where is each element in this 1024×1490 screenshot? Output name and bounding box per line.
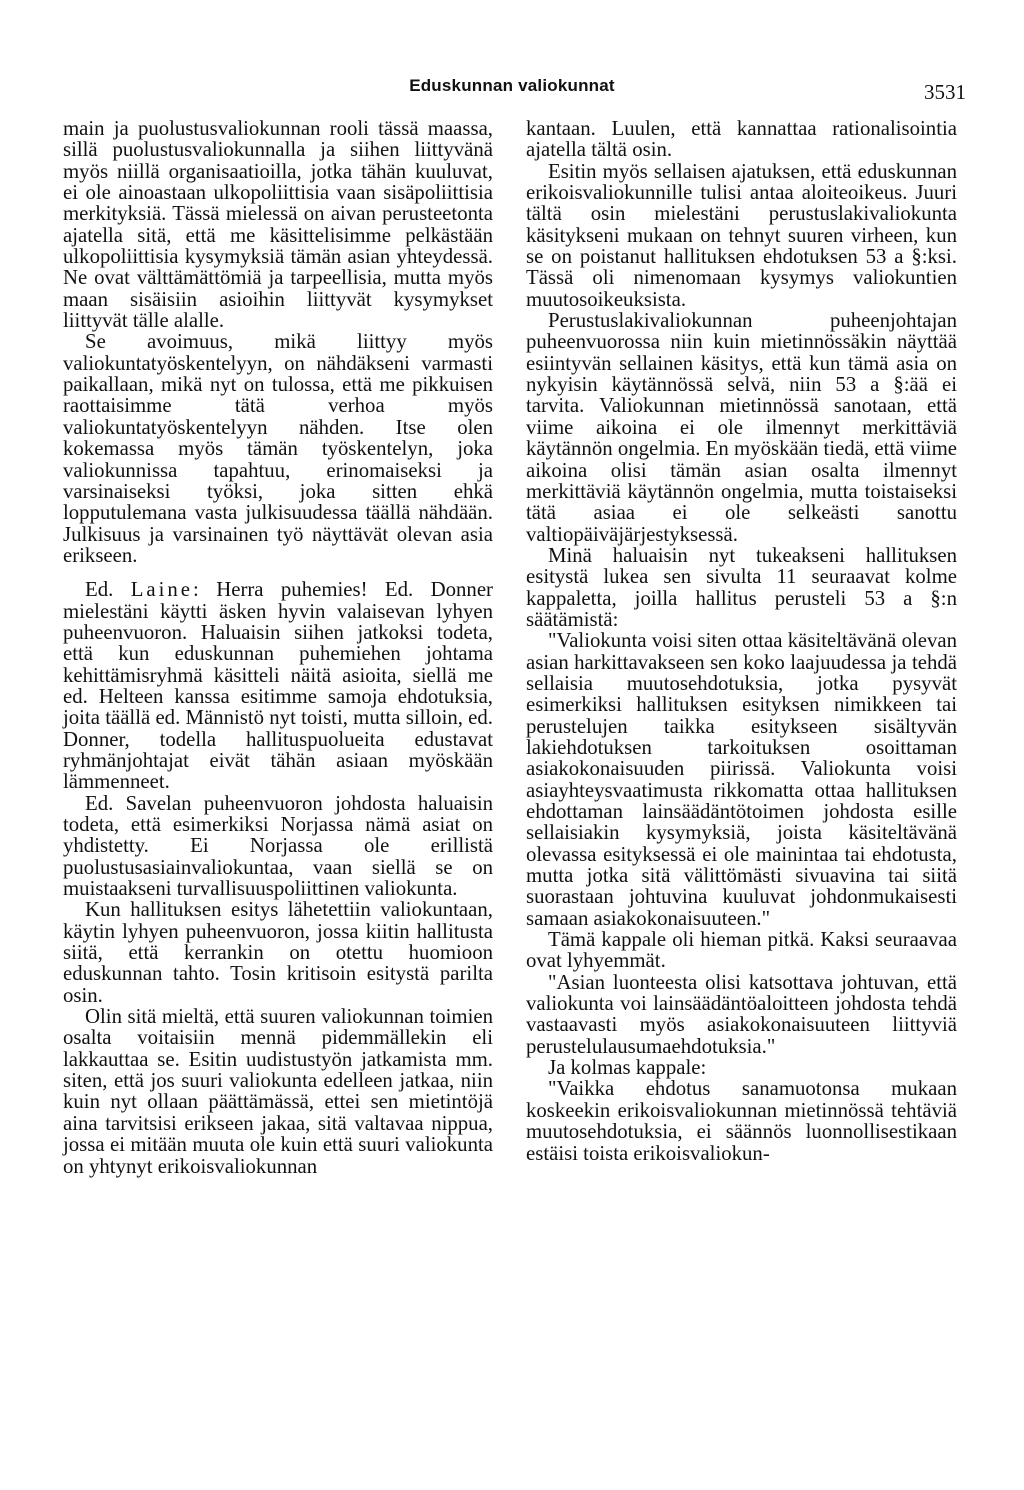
running-title: Eduskunnan valiokunnat	[409, 76, 615, 95]
paragraph: main ja puolustusvaliokunnan rooli tässä maassa, sillä puolustusvaliokunnalla ja siihen liittyvänä myös niillä organisaatioilla, jotka tähän kuuluvat, ei ole ainoastaan ulkopoliittisia vaan sisäpoliittisia merkityksiä. Tässä mielessä on aivan perusteetonta ajatella sitä, että me käsittelisimme pelkästään ulkopoliittisia kysymyksiä tämän asian yhteydessä. Ne ovat välttämättömiä ja tarpeellisia, mutta myös maan sisäisiin asioihin liittyvät kysymykset liittyvät tälle alalle.	[63, 117, 493, 333]
speech-prefix: Ed.	[85, 578, 131, 602]
paragraph: Tämä kappale oli hieman pitkä. Kaksi seuraavaa ovat lyhyemmät.	[526, 928, 957, 973]
right-column	[526, 118, 957, 1164]
paragraph: Ed. Savelan puheenvuoron johdosta haluaisin todeta, että esimerkiksi Norjassa nämä asiat on yhdistetty. Ei Norjassa ole erillistä puolustusasiainvaliokuntaa, vaan siellä se on muistaakseni turvallisuuspoliittinen valiokunta.	[63, 791, 493, 901]
speaker-name: Laine	[130, 578, 194, 602]
paragraph: Perustuslakivaliokunnan puheenjohtajan puheenvuorossa niin kuin mietinnössäkin näyttää esiintyvän sellainen käsitys, että kun tämä asia on nykyisin käytännössä selvä, niin 53 a §:ää ei tarvita. Valiokunnan mietinnössä sanotaan, että viime aikoina ei ole ilmennyt merkittäviä käytännön ongelmia. En myöskään tiedä, että viime aikoina olisi tämän asian osalta ilmennyt merkittäviä käytännön ongelmia, mutta toistaiseksi tätä asiaa ei ole selkeästi sanottu valtiopäiväjärjestyksessä.	[526, 309, 957, 546]
quote-paragraph: "Vaikka ehdotus sanamuotonsa mukaan koskeekin erikoisvaliokunnan mietinnössä tehtäviä muutosehdotuksia, ei säännös luonnollisestikaan estäisi toista erikoisvaliokun-	[526, 1077, 957, 1165]
quote-paragraph: "Asian luonteesta olisi katsottava johtuvan, että valiokunta voi lainsäädäntöaloitteen johdosta tehdä vastaavasti myös asiakokonaisuuteen liittyviä perustelulausumaehdotuksia."	[526, 970, 957, 1058]
speech-text: : Herra puhemies! Ed. Donner mielestäni käytti äsken hyvin valaisevan lyhyen puheenvuoron. Haluaisin siihen jatkoksi todeta, että kun eduskunnan puhemiehen johtama kehittämisryhmä käsitteli näitä asioita, siellä me ed. Helteen kanssa esitimme samoja ehdotuksia, joita täällä ed. Männistö nyt toisti, mutta silloin, ed. Donner, todella hallituspuolueita edustavat ryhmänjohtajat eivät tähän asiaan myöskään lämmenneet.	[63, 578, 493, 794]
paragraph: Olin sitä mieltä, että suuren valiokunnan toimien osalta voitaisiin mennä pidemmällekin eli lakkauttaa se. Esitin uudistustyön jatkamista mm. siten, että jos suuri valiokunta edelleen jatkaa, niin kuin nyt ollaan päättämässä, ettei sen mietintöjä aina tarvitsisi erikseen jakaa, sitä valtavaa nippua, jossa ei mitään muuta ole kuin että suuri valiokunta on yhtynyt erikoisvaliokunnan	[63, 1005, 493, 1178]
paragraph: Esitin myös sellaisen ajatuksen, että eduskunnan erikoisvaliokunnille tulisi antaa aloiteoikeus. Juuri tältä osin mielestäni perustuslakivaliokunta käsitykseni mukaan on tehnyt suuren virheen, kun se on poistanut hallituksen ehdotuksen 53 a §:ksi. Tässä oli nimenomaan kysymys valiokuntien muutosoikeuksista.	[526, 159, 957, 311]
left-column	[63, 118, 493, 1177]
running-head	[0, 76, 1024, 106]
speech-paragraph	[63, 579, 493, 792]
paragraph: Minä haluaisin nyt tukeakseni hallituksen esitystä lukea sen sivulta 11 seuraavat kolme kappaletta, joilla hallitus perusteli 53 a §:n säätämistä:	[526, 543, 957, 631]
paragraph: kantaan. Luulen, että kannattaa rationalisointia ajatella tältä osin.	[526, 117, 957, 162]
paragraph: Ja kolmas kappale:	[548, 1056, 707, 1080]
paragraph: Se avoimuus, mikä liittyy myös valiokuntatyöskentelyyn, on nähdäkseni varmasti paikallaan, mikä nyt on tulossa, että me pikkuisen raottaisimme tätä verhoa myös valiokuntatyöskentelyyn nähden. Itse olen kokemassa myös tämän työskentelyn, joka valiokunnissa tapahtuu, erinomaiseksi ja varsinaiseksi työksi, joka sitten ehkä lopputulemana vasta julkisuudessa täällä nähdään. Julkisuus ja varsinainen työ näyttävät olevan asia erikseen.	[63, 330, 493, 567]
page-number: 3531	[924, 80, 966, 104]
quote-paragraph: "Valiokunta voisi siten ottaa käsiteltävänä olevan asian harkittavakseen sen koko laajuudessa ja tehdä sellaisia muutosehdotuksia, jotka pysyvät esimerkiksi hallituksen esityksen nimikkeen tai perustelujen taikka esitykseen sisältyvän lakiehdotuksen tarkoituksen osoittaman asiakokonaisuuden piirissä. Valiokunta voisi asiayhteysvaatimusta rikkomatta ottaa hallituksen ehdottaman lainsäädäntötoimen johdosta esille sellaisiakin kysymyksiä, joista käsiteltävänä olevassa esityksessä ei ole mainintaa tai ehdotusta, mutta jotka sitä välittömästi sivuavina tai siitä suorastaan johtuvina kuuluvat johdonmukaisesti samaan asiakokonaisuuteen."	[526, 629, 957, 930]
paragraph: Kun hallituksen esitys lähetettiin valiokuntaan, käytin lyhyen puheenvuoron, jossa kiitin hallitusta siitä, että kerrankin on otettu huomioon eduskunnan tahto. Tosin kritisoin esitystä parilta osin.	[63, 898, 493, 1007]
